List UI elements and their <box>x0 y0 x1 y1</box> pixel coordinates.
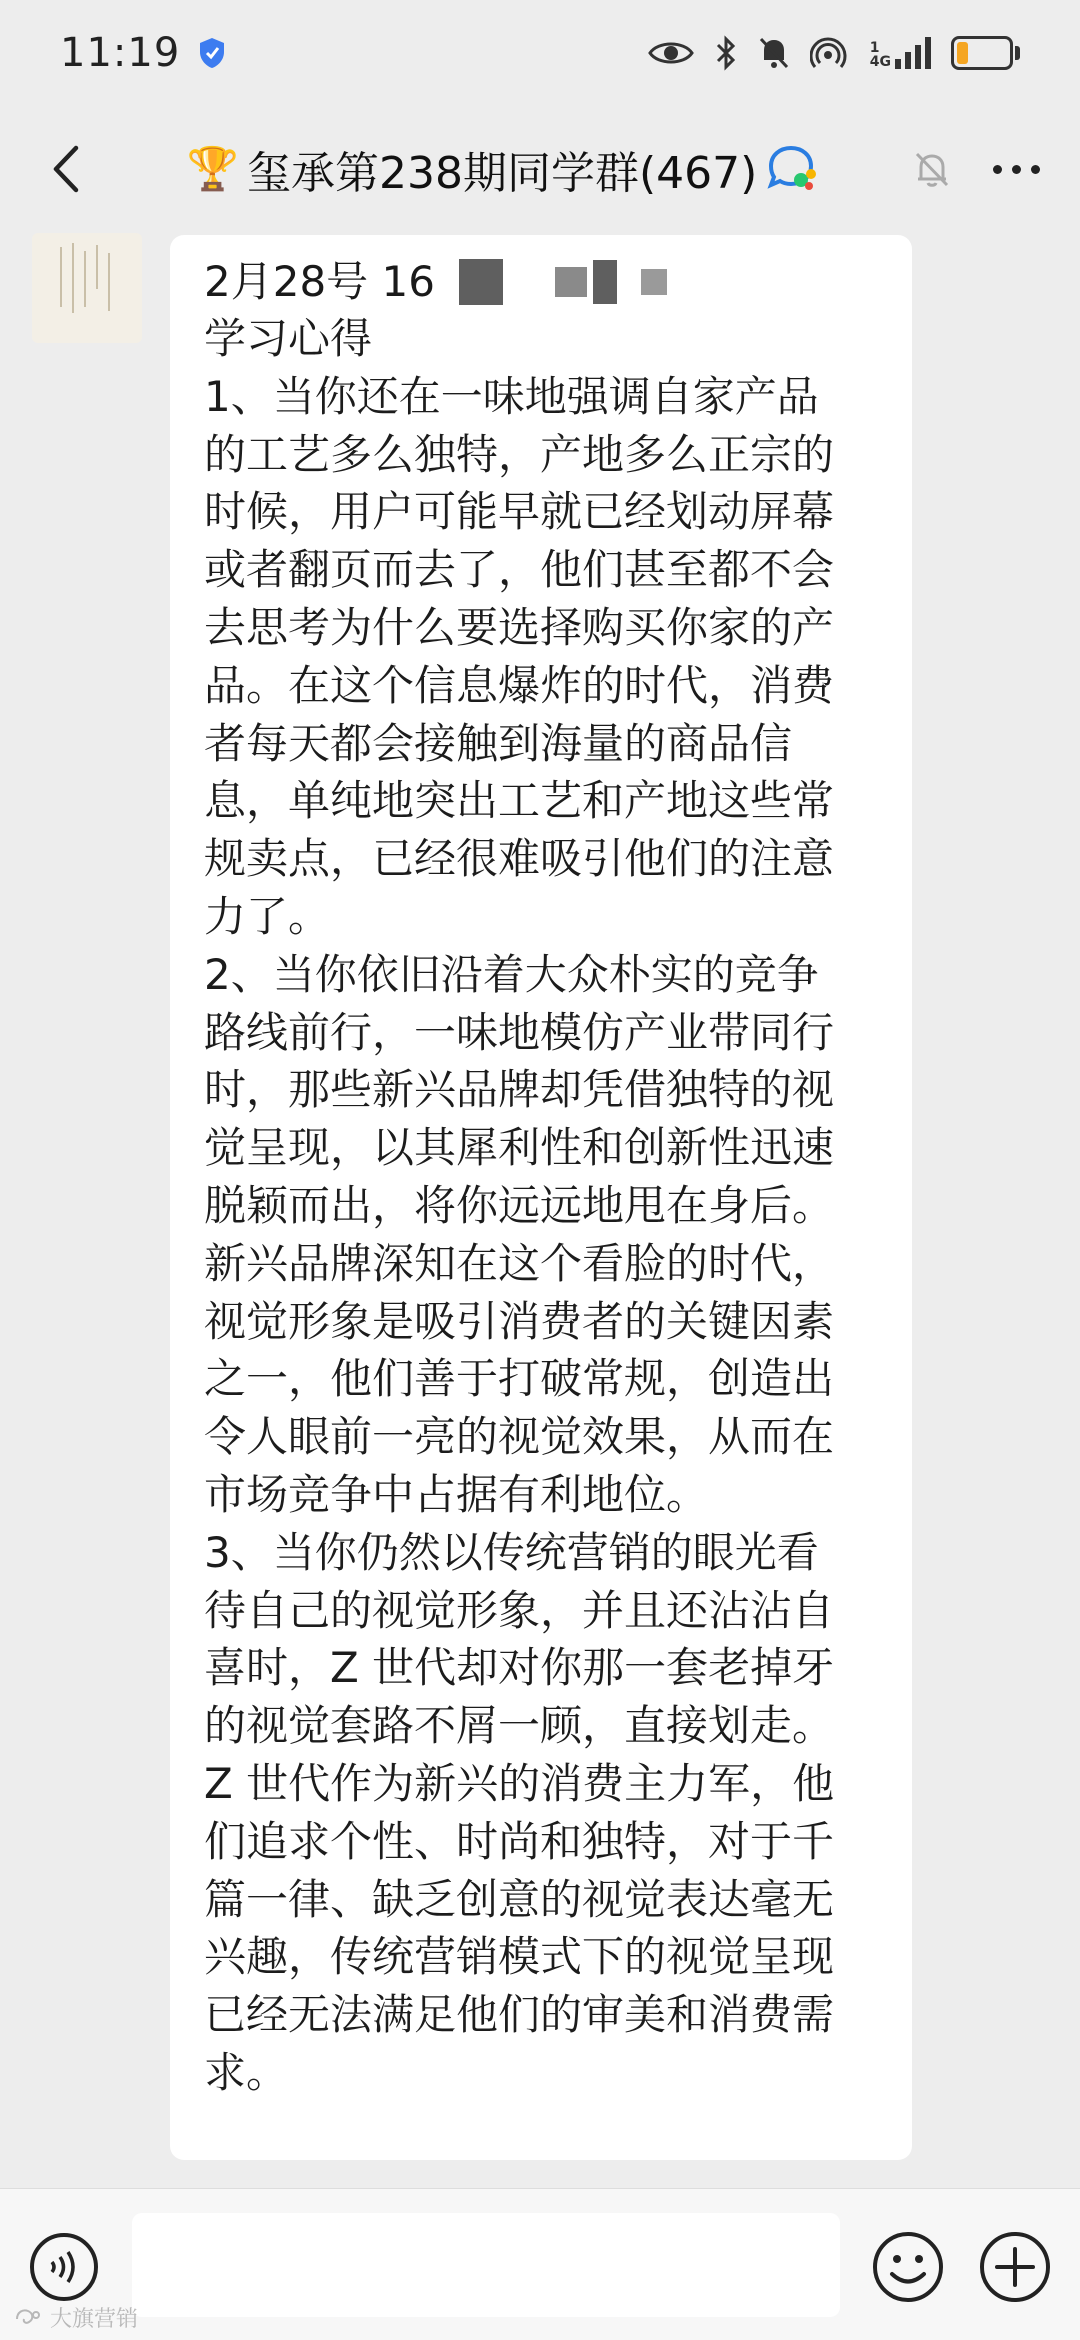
message-line: Z 世代作为新兴的消费主力军，他 <box>204 1758 835 1808</box>
emoji-icon[interactable] <box>870 2229 946 2305</box>
status-right <box>648 35 1020 71</box>
message-line: 觉呈现，以其犀利性和创新性迅速 <box>204 1123 835 1173</box>
more-icon[interactable] <box>970 139 1040 199</box>
message-line: 新兴品牌深知在这个看脸的时代， <box>204 1238 835 1288</box>
page-title: 玺承第238期同学群(467) <box>247 148 758 199</box>
message-list[interactable] <box>0 233 1080 2188</box>
message-line: 时候，用户可能早就已经划动屏幕 <box>204 487 835 537</box>
network-indicator <box>870 37 931 69</box>
watermark <box>14 2302 138 2333</box>
message-timestamp: 2月28号 16 <box>204 257 435 306</box>
status-bar <box>0 0 1080 105</box>
message-line: 者每天都会接触到海量的商品信 <box>204 718 793 768</box>
status-left <box>60 30 226 76</box>
battery-icon <box>951 36 1020 70</box>
input-bar <box>0 2188 1080 2340</box>
message-line: 已经无法满足他们的审美和消费需 <box>204 1990 835 2040</box>
title-area[interactable] <box>187 137 822 201</box>
message-line: 喜时，Z 世代却对你那一套老掉牙 <box>204 1643 835 1693</box>
message-line: 力了。 <box>204 891 331 941</box>
message-line: 们追求个性、时尚和独特，对于千 <box>204 1816 835 1866</box>
plus-icon[interactable] <box>977 2229 1053 2305</box>
message-line: 品。在这个信息爆炸的时代，消费 <box>204 660 835 710</box>
message-line: 令人眼前一亮的视觉效果，从而在 <box>204 1412 835 1462</box>
chat-header <box>0 105 1080 233</box>
message-line: 兴趣，传统营销模式下的视觉呈现 <box>204 1932 835 1982</box>
message-line: 学习心得 <box>204 314 373 363</box>
status-time: 11:19 <box>60 29 181 76</box>
message-line: 求。 <box>204 2047 289 2097</box>
group-chat-icon <box>765 144 821 194</box>
message-line: 3、当你仍然以传统营销的眼光看 <box>204 1527 819 1577</box>
network-type: 4G <box>869 53 891 70</box>
message-line: 时，那些新兴品牌却凭借独特的视 <box>204 1065 835 1115</box>
message-line: 息，单纯地突出工艺和产地这些常 <box>204 776 835 826</box>
message-line: 视觉形象是吸引消费者的关键因素 <box>204 1296 835 1346</box>
message-line: 的工艺多么独特，产地多么正宗的 <box>204 429 835 479</box>
redacted-block <box>641 269 667 295</box>
message-line: 路线前行，一味地模仿产业带同行 <box>204 1007 835 1057</box>
message-line: 待自己的视觉形象，并且还沾沾自 <box>204 1585 835 1635</box>
message-header <box>204 253 882 310</box>
shield-icon <box>198 37 226 69</box>
battery-fill <box>957 42 968 64</box>
signal-superscript: 1 <box>869 39 880 56</box>
message-line: 的视觉套路不屑一顾，直接划走。 <box>204 1701 835 1751</box>
header-actions <box>912 139 1040 199</box>
watermark-logo-icon <box>14 2307 44 2329</box>
mute-bell-icon[interactable] <box>912 149 952 189</box>
message-line: 规卖点，已经很难吸引他们的注意 <box>204 834 835 884</box>
redacted-block <box>593 260 617 304</box>
message-line: 脱颖而出，将你远远地甩在身后。 <box>204 1180 835 1230</box>
message-line: 篇一律、缺乏创意的视觉表达毫无 <box>204 1874 835 1924</box>
bluetooth-icon <box>714 35 738 71</box>
signal-icon <box>895 37 931 69</box>
message-line: 市场竞争中占据有利地位。 <box>204 1469 709 1519</box>
redacted-block <box>555 267 587 297</box>
eye-icon <box>648 38 694 68</box>
hotspot-icon <box>810 35 850 71</box>
message-body <box>204 310 882 2102</box>
message-line: 或者翻页而去了，他们甚至都不会 <box>204 545 835 595</box>
redacted-block <box>459 259 503 305</box>
message-line: 2、当你依旧沿着大众朴实的竞争 <box>204 949 819 999</box>
avatar[interactable] <box>32 233 142 343</box>
message-line: 去思考为什么要选择购买你家的产 <box>204 602 835 652</box>
back-icon <box>51 144 81 194</box>
watermark-text: 大旗营销 <box>50 2307 139 2332</box>
message-line: 之一，他们善于打破常规，创造出 <box>204 1354 835 1404</box>
trophy-icon: 🏆 <box>186 144 239 193</box>
mute-icon <box>758 36 790 70</box>
message-bubble[interactable] <box>170 235 912 2160</box>
message-input[interactable] <box>132 2213 840 2317</box>
voice-icon[interactable] <box>28 2231 100 2303</box>
message-line: 1、当你还在一味地强调自家产品 <box>204 371 819 421</box>
back-button[interactable] <box>36 139 96 199</box>
